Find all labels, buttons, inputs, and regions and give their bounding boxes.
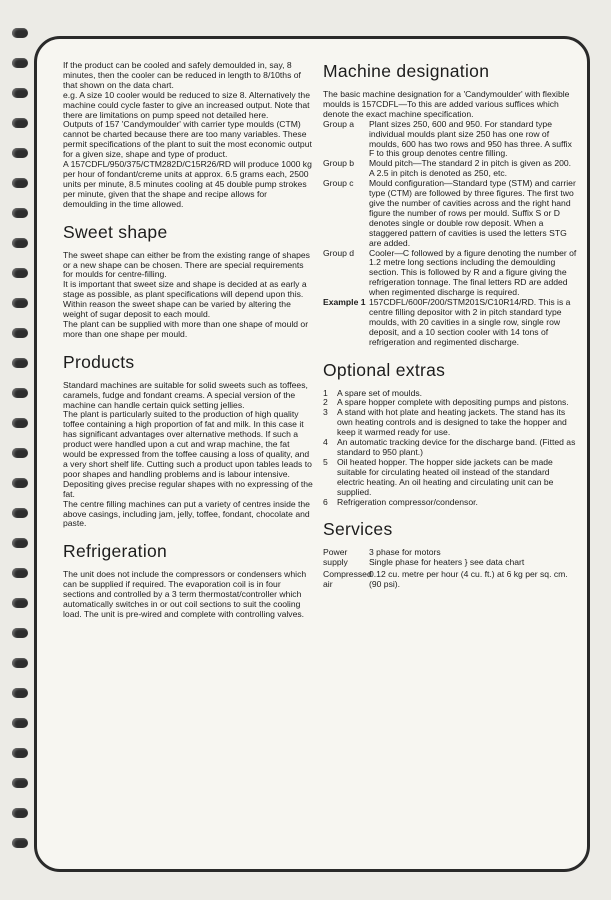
group-text: Mould pitch—The standard 2 in pitch is given as 200. A 2.5 in pitch is denoted as 250, etc. [369,158,572,179]
intro-paragraph: If the product can be cooled and safely demoulded in, say, 8 minutes, then the cooler can be reduced in length to 8/10ths of that shown on the data chart. [63,60,301,90]
section-heading-sweet-shape: Sweet shape [63,221,168,242]
service-power [323,548,577,568]
item-text: Oil heated hopper. The hopper side jackets can be made suitable for circulating heated oil instead of the standard electric heating. An oil heating and circulating unit can be supplied. [337,456,554,497]
list-item [323,498,577,508]
binding-hole [12,268,28,278]
group-label: Group a [323,118,355,129]
item-number: 5 [323,456,328,467]
designation-group [323,249,577,299]
left-column [63,61,313,620]
binding-hole [12,568,28,578]
binding-hole [12,298,28,308]
designation-group [323,179,577,248]
binding-hole [12,778,28,788]
item-text: Refrigeration compressor/condensor. [337,496,478,507]
binding-hole [12,688,28,698]
binding-hole [12,328,28,338]
example-text: 157CDFL/600F/200/STM201S/C10R14/RD. This is a centre filling depositor with 2 in pitch standard type moulds, with 20 cavities in a single row, single row deposit, and a 10 section cooler with 14 tons of refrigeration and regimented discharge. [369,297,571,347]
section-heading-refrigeration: Refrigeration [63,541,168,562]
power-values [369,548,577,568]
document-page [34,36,590,872]
binding-hole [12,28,28,38]
item-text: A spare set of moulds. [337,387,423,398]
binding-hole [12,58,28,68]
binding-hole [12,718,28,728]
section-heading-machine-designation: Machine designation [323,61,490,81]
group-label: Group b [323,158,355,169]
designation-group [323,120,577,160]
binding-hole [12,208,28,218]
item-text: A spare hopper complete with depositing pumps and pistons. [337,397,569,408]
designation-example [323,298,577,348]
intro-paragraph: e.g. A size 10 cooler would be reduced to size 8. Alternatively the machine could cycle faster to give an increased output. Note that there are limitations on pump speed not detailed here. [63,89,310,120]
binding-hole [12,538,28,548]
item-number: 2 [323,397,328,408]
item-text: A stand with hot plate and heating jackets. The stand has its own heating controls and is designed to take the hopper and keep it warmed ready for use. [337,407,567,438]
item-text: An automatic tracking device for the discharge band. (Fitted as standard to 950 plant.) [337,437,576,457]
binding-hole [12,388,28,398]
paragraph: The unit does not include the compressors or condensers which can be supplied if required. The evaporation coil is in four sections and controlled by a 3 term thermostat/controller which automatically switches in or out coil sections to suit the cooling load. The unit is pre-wired and complete with controlling valves. [63,569,307,619]
group-label: Group d [323,247,355,258]
paragraph: The plant is particularly suited to the production of high quality toffee containing a high proportion of fat and milk. In this case it has significant advantages over alternative methods. If such a product were handled upon a cut and wrap machine, the fat would be expressed from the toffee causing a loss of quality, and a very short shelf life. Cutting such a product upon tables leads to poor shapes and handling problems and is labour intensive. Depositing gives precise regular shapes with no expressing of the fat. [63,409,313,499]
group-text: Plant sizes 250, 600 and 950. For standard type individual moulds plant size 250 has one row of moulds, 600 has two rows and 950 has three. A suffix F to this group denotes centre filling. [369,118,572,159]
list-item [323,458,577,498]
list-item [323,438,577,458]
binding-hole [12,418,28,428]
right-column [323,61,577,590]
binding-hole [12,148,28,158]
binding-hole [12,598,28,608]
section-heading-optional-extras: Optional extras [323,359,446,380]
binding-hole [12,238,28,248]
air-text: 0.12 cu. metre per hour (4 cu. ft.) at 6 kg per sq. cm. (90 psi). [369,569,568,590]
item-number: 4 [323,437,328,448]
paragraph: It is important that sweet size and shape is decided at as early a stage as possible, as plant specifications will depend upon this. [63,279,307,300]
paragraph: The centre filling machines can put a variety of centres inside the above casings, including jam, jelly, toffee, fondant, chocolate and paste. [63,498,310,529]
power-label: Power supply [323,547,348,568]
air-label: Compressed air [323,569,372,590]
paragraph: Standard machines are suitable for solid sweets such as toffees, caramels, fudge and fondant creams. A special version of the machine can handle certain quick setting jellies. [63,379,308,410]
group-text: Cooler—C followed by a figure denoting the number of 1.2 metre long sections including the demoulding section. This is followed by R and a figure giving the refrigeration tonnage. The final letters RD are added when regimented discharge is required. [369,247,577,298]
item-number: 3 [323,407,328,418]
service-air [323,570,577,590]
binding-hole [12,838,28,848]
intro-paragraph: A 157CDFL/950/375/CTM282D/C15R26/RD will produce 1000 kg per hour of fondant/creme units at approx. 6.5 grams each, 2500 units per minute, 8.5 minutes cooling at 45 double pump strokes per minute, given that the shape and recipe allows for demoulding in the time allowed. [63,159,312,209]
binding-hole [12,118,28,128]
designation-group [323,159,577,179]
binding-hole [12,448,28,458]
paragraph: The plant can be supplied with more than one shape of mould or more than one shape per mould. [63,318,309,339]
item-number: 6 [323,496,328,507]
paragraph: The sweet shape can either be from the existing range of shapes or a new shape can be chosen. There are special requirements for moulds for centre-filling. [63,249,310,280]
binding-hole [12,88,28,98]
section-heading-products: Products [63,351,135,372]
binding-hole [12,658,28,668]
section-heading-services: Services [323,519,393,540]
group-text: Mould configuration—Standard type (STM) and carrier type (CTM) are followed by three figures. The first two give the number of cavities across and the right hand figure the number of rows per mould. Suffix S or D denotes single or double row deposit. When a staggered pattern of cavities is used the letters STG are added. [369,178,576,248]
power-line: Single phase for heaters [369,557,463,568]
item-number: 1 [323,387,328,398]
binding-hole [12,478,28,488]
group-label: Group c [323,178,354,189]
power-line: 3 phase for motors [369,547,441,558]
list-item [323,408,577,438]
paragraph: Within reason the sweet shape can be varied by altering the weight of sugar deposit to each mould. [63,299,291,320]
example-label: Example 1 [323,297,366,308]
paragraph: The basic machine designation for a 'Candymoulder' with flexible moulds is 157CDFL—To this are added various suffices which denote the exact machine specification. [323,89,570,119]
binding-hole [12,508,28,518]
binding-hole [12,628,28,638]
power-note: } see data chart [464,557,525,568]
binding-hole [12,748,28,758]
binding-hole [12,808,28,818]
intro-paragraph: Outputs of 157 'Candymoulder' with carrier type moulds (CTM) cannot be charted because there are too many variables. These permit specifications of the plant to suit the most economic output for a given size, shape and type of product. [63,119,312,160]
binding-hole [12,178,28,188]
binding-hole [12,358,28,368]
